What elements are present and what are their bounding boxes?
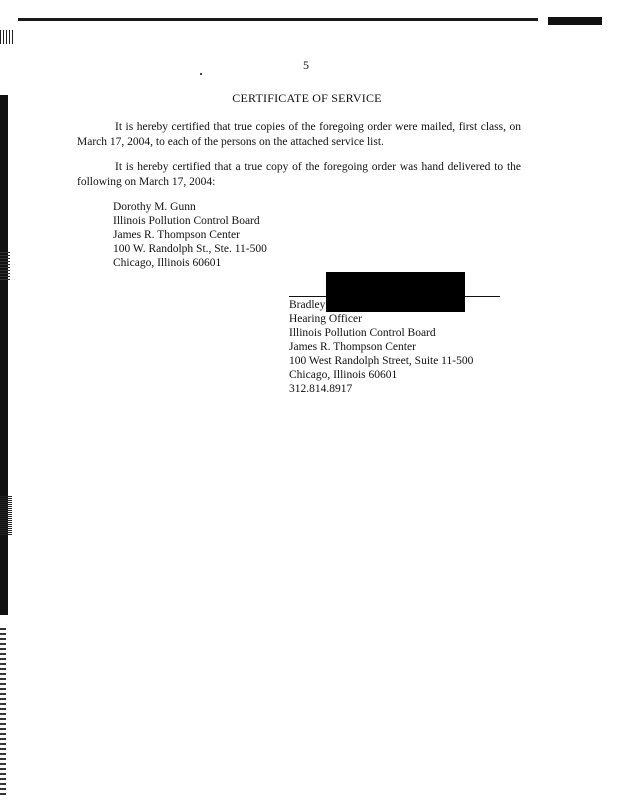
scan-artifact-dot bbox=[200, 73, 202, 75]
signer-street: 100 West Randolph Street, Suite 11-500 bbox=[289, 355, 474, 367]
scan-artifact-top-right-bar bbox=[548, 17, 602, 25]
signer-organization: Illinois Pollution Control Board bbox=[289, 327, 436, 339]
scan-artifact-top-line bbox=[18, 18, 538, 21]
recipient-name: Dorothy M. Gunn bbox=[113, 201, 196, 213]
recipient-address-block bbox=[113, 200, 267, 270]
recipient-city: Chicago, Illinois 60601 bbox=[113, 257, 222, 269]
recipient-building: James R. Thompson Center bbox=[113, 229, 240, 241]
scan-artifact-speck bbox=[0, 250, 10, 280]
signer-address-block bbox=[289, 298, 473, 396]
redaction-box bbox=[326, 272, 465, 312]
signer-title: Hearing Officer bbox=[289, 313, 362, 325]
scan-artifact-left-bottom bbox=[0, 625, 6, 795]
mail-certification-paragraph bbox=[77, 120, 521, 150]
signer-name: Bradley bbox=[289, 299, 326, 311]
recipient-organization: Illinois Pollution Control Board bbox=[113, 215, 260, 227]
certificate-heading: CERTIFICATE OF SERVICE bbox=[232, 91, 382, 105]
signer-building: James R. Thompson Center bbox=[289, 341, 416, 353]
mail-certification-text: It is hereby certified that true copies of the foregoing order were mailed, first class, on March 17, 2004, to each of the persons on the attached service list. bbox=[77, 121, 521, 148]
hand-delivery-paragraph bbox=[77, 160, 521, 190]
scan-artifact-speck bbox=[0, 495, 12, 535]
signer-phone: 312.814.8917 bbox=[289, 383, 353, 395]
scan-artifact-left-edge bbox=[0, 95, 8, 615]
hand-delivery-text: It is hereby certified that a true copy of the foregoing order was hand delivered to the following on March 17, 2004: bbox=[77, 161, 521, 188]
scan-artifact-speck bbox=[0, 30, 14, 44]
recipient-street: 100 W. Randolph St., Ste. 11-500 bbox=[113, 243, 267, 255]
signer-city: Chicago, Illinois 60601 bbox=[289, 369, 398, 381]
page-number: 5 bbox=[303, 58, 309, 72]
